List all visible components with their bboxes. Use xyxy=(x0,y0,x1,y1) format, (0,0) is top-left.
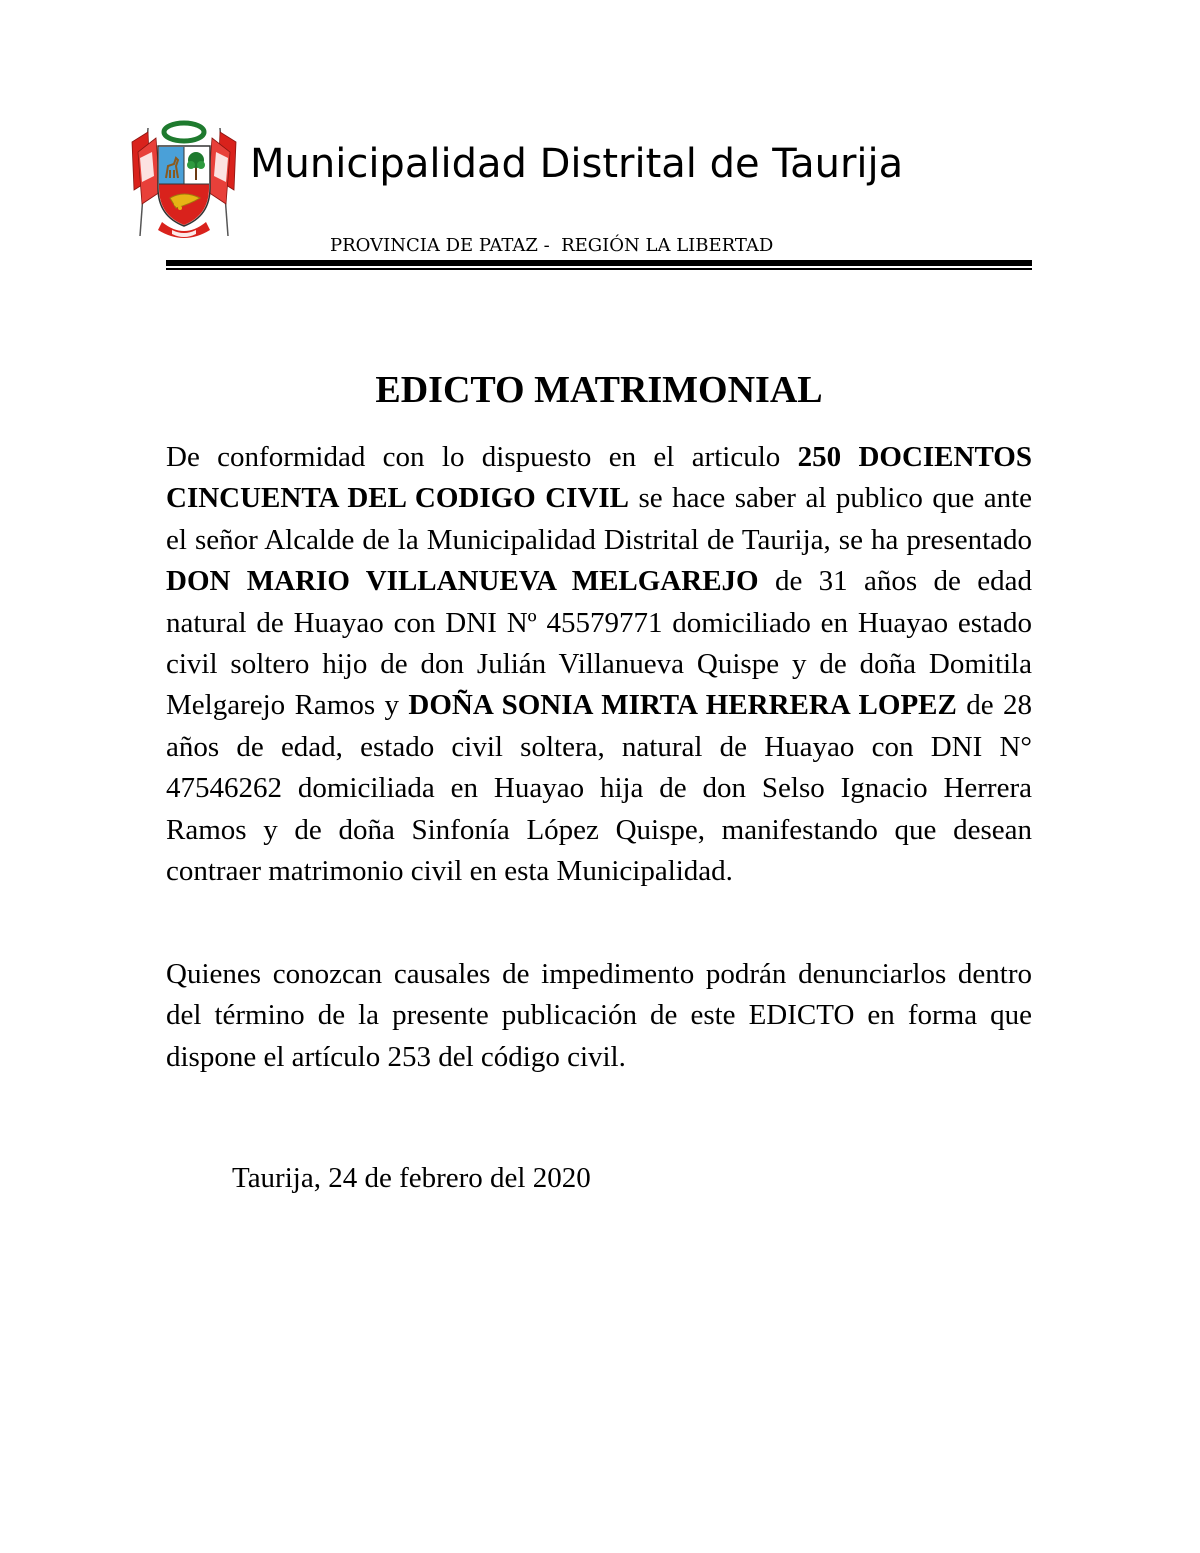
peru-coat-of-arms-icon xyxy=(128,118,240,242)
groom-name: DON MARIO VILLANUEVA MELGAREJO xyxy=(166,565,759,598)
header-divider-thick xyxy=(166,260,1032,266)
edict-paragraph-1 xyxy=(166,437,1032,892)
right-flags xyxy=(208,128,236,236)
legal-article-reference: 250 DOCIENTOS CINCUENTA DEL CODIGO CIVIL xyxy=(166,441,1032,515)
shield xyxy=(158,146,210,226)
header-divider-thin xyxy=(166,268,1032,270)
place-and-date: Taurija, 24 de febrero del 2020 xyxy=(232,1162,591,1194)
document-title: EDICTO MATRIMONIAL xyxy=(375,369,823,411)
organization-name: Municipalidad Distrital de Taurija xyxy=(250,141,904,187)
paragraph-text: de 31 años de edad natural de Huayao con DNI Nº 45579771 domiciliado en Huayao estado civil soltero hijo de don Julián Villanueva Quispe y de doña Domitila Melgarejo Ramos y xyxy=(166,565,1032,722)
laurel-wreath xyxy=(164,123,204,141)
bride-name: DOÑA SONIA MIRTA HERRERA LOPEZ xyxy=(408,689,957,722)
paragraph-text: De conformidad con lo dispuesto en el articulo xyxy=(166,441,798,473)
paragraph-text: se hace saber al publico que ante el señor Alcalde de la Municipalidad Distrital de Taurija, se ha presentado xyxy=(166,482,1033,556)
edict-paragraph-2: Quienes conozcan causales de impedimento podrán denunciarlos dentro del término de la presente publicación de este EDICTO en forma que dispone el artículo 253 del código civil. xyxy=(166,958,1032,1073)
paragraph-text: de 28 años de edad, estado civil soltera, natural de Huayao con DNI N° 47546262 domiciliada en Huayao hija de don Selso Ignacio Herrera Ramos y de doña Sinfonía López Quispe, manifestando que desean contraer matrimonio civil en esta Municipalidad. xyxy=(166,689,1032,888)
organization-subtitle: PROVINCIA DE PATAZ - REGIÓN LA LIBERTAD xyxy=(330,235,774,256)
left-flags xyxy=(132,128,160,236)
